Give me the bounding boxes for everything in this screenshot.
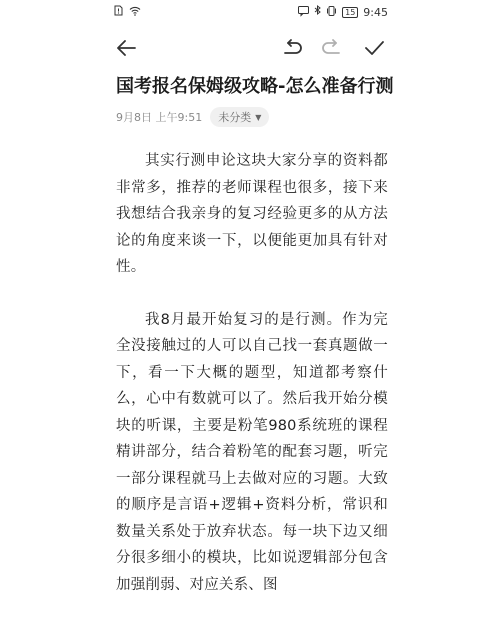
category-selector[interactable]: [210, 107, 269, 127]
status-right: [298, 5, 388, 20]
status-left: [114, 5, 141, 20]
undo-icon: [281, 39, 303, 57]
done-button[interactable]: [360, 34, 388, 62]
redo-button[interactable]: [318, 34, 346, 62]
check-icon: [363, 39, 385, 57]
editor-toolbar: [0, 30, 500, 66]
redo-icon: [321, 39, 343, 57]
bluetooth-icon: [314, 5, 321, 20]
wifi-icon: [129, 6, 141, 20]
note-meta: [116, 106, 269, 128]
arrow-left-icon: [115, 39, 137, 57]
sim-alert-icon: [114, 5, 123, 20]
note-body[interactable]: [116, 148, 388, 624]
vibrate-icon: [326, 6, 337, 20]
status-bar: [0, 0, 500, 24]
status-time: 9:45: [363, 5, 388, 19]
caret-down-icon: ▼: [255, 112, 262, 122]
paragraph-2: 我8月最开始复习的是行测。作为完全没接触过的人可以自己找一套真题做一下，看一下大概的题型，知道都考察什么，心中有数就可以了。然后我开始分模块的听课，主要是粉笔980系统班的课程精讲部分，结合着粉笔的配套习题，听完一部分课程就马上去做对应的习题。大致的顺序是言语+逻辑+资料分析，常识和数量关系处于放弃状态。每一块下边又细分很多细小的模块，比如说逻辑部分包含加强削弱、对应关系、图: [116, 311, 388, 593]
note-date: 9月8日 上午9:51: [116, 111, 203, 124]
category-label: 未分类: [218, 111, 252, 124]
battery-indicator: 15: [342, 7, 358, 18]
paragraph-1: 其实行测申论这块大家分享的资料都非常多，推荐的老师课程也很多，接下来我想结合我亲身的复习经验更多的从方法论的角度来谈一下，以便能更加具有针对性。: [116, 153, 388, 275]
notification-icon: [298, 6, 309, 20]
undo-button[interactable]: [278, 34, 306, 62]
back-button[interactable]: [112, 34, 140, 62]
note-title[interactable]: 国考报名保姆级攻略-怎么准备行测: [116, 76, 394, 97]
